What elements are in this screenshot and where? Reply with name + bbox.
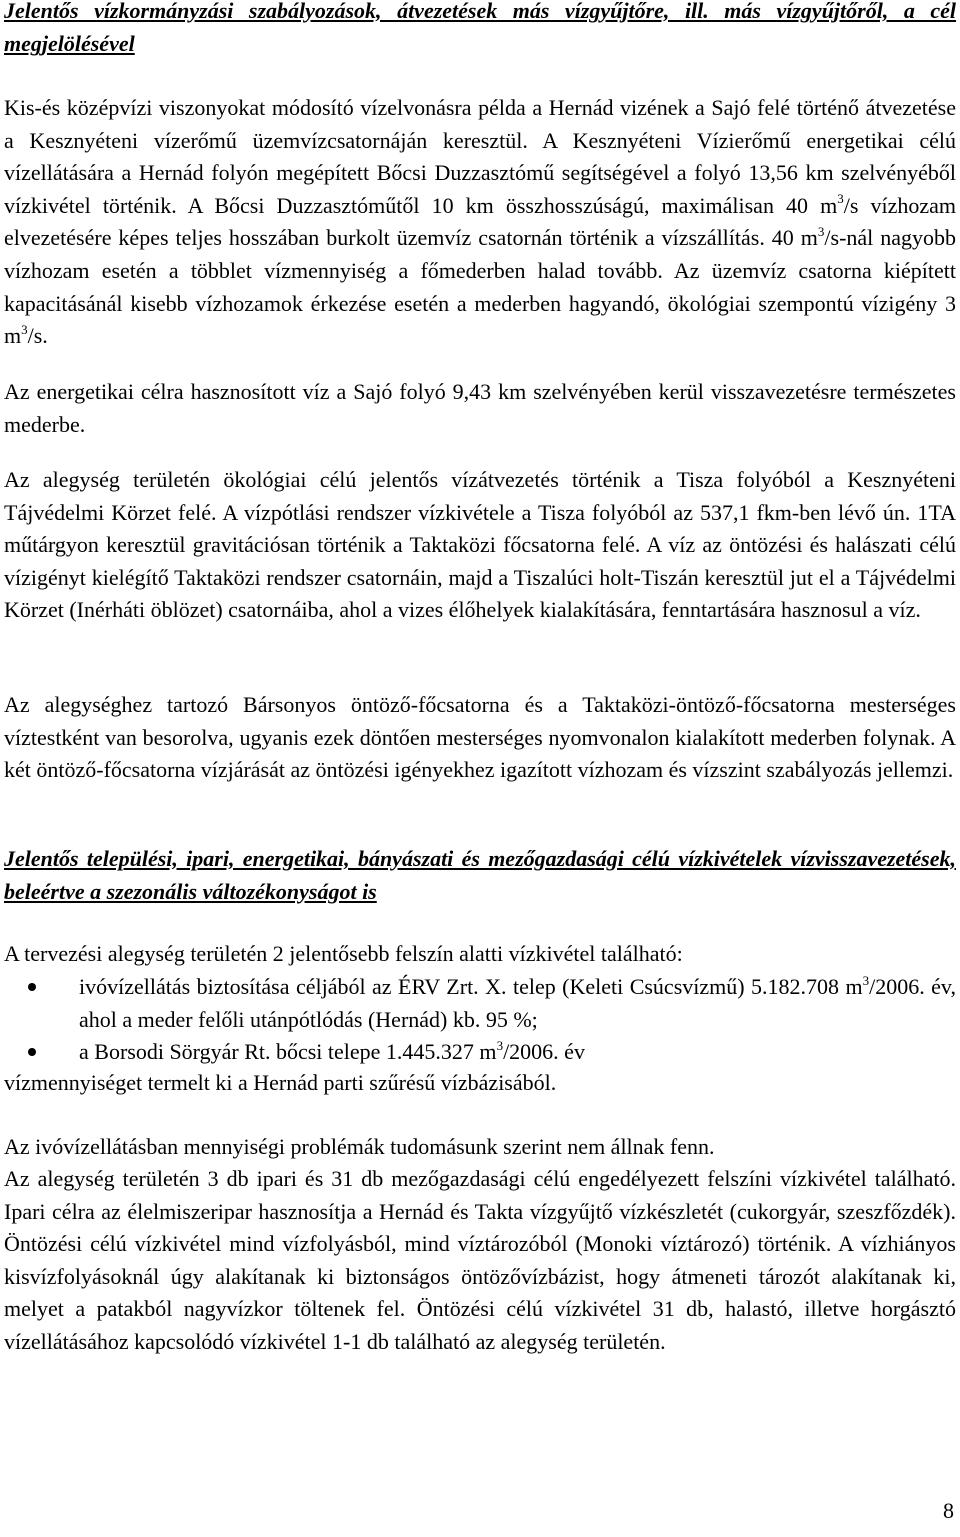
list-item: [4, 971, 956, 1036]
superscript-3: 3: [837, 191, 844, 207]
para1-text-3: /s-nál nagyobb vízhozam esetén a többlet vízmennyiség a főmederben halad tovább. Az üzemvíz csatorna kiépített kapacitásánál kisebb vízhozamok érkezése esetén a mederben hagyandó, ökológiai szempontú vízigény 3 m: [4, 225, 956, 349]
page-number: 8: [943, 1498, 954, 1523]
paragraph-ecological-transfer: Az alegység területén ökológiai célú jelentős vízátvezetés történik a Tisza folyóból a Kesznyéteni Tájvédelmi Körzet felé. A vízpótlási rendszer vízkivétele a Tisza folyóból az 537,1 fkm-ben lévő ún. 1TA műtárgyon keresztül gravitációsan történik a Taktaközi főcsatorna felé. A víz az öntözési és halászati célú vízigényt kielégítő Taktaközi rendszer csatornáin, majd a Tiszalúci holt-Tiszán keresztül jut el a Tájvédelmi Körzet (Inérháti öblözet) csatornáiba, ahol a vizes élőhelyek kialakítására, fenntartására hasznosul a víz.: [4, 467, 956, 623]
list-item-text: /2006. év: [503, 1039, 585, 1065]
superscript-3: 3: [862, 972, 870, 988]
paragraph-irrigation-canals: Az alegységhez tartozó Bársonyos öntöző-főcsatorna és a Taktaközi-öntöző-főcsatorna mesterséges víztestként van besorolva, ugyanis ezek döntően mesterséges nyomvonalon kialakított mederben folynak. A két öntöző-főcsatorna vízjárását az öntözési igényekhez igazított vízhozam és vízszint szabályozás jellemzi.: [4, 692, 956, 783]
paragraph-groundwater-intro: A tervezési alegység területén 2 jelentősebb felszín alatti vízkivétel található:: [4, 941, 683, 966]
paragraph-energy-return: Az energetikai célra hasznosított víz a Sajó folyó 9,43 km szelvényében kerül visszavezetésre természetes mederbe.: [4, 379, 956, 437]
bullet-icon: [28, 983, 36, 991]
paragraph-surface-abstractions: Az alegység területén 3 db ipari és 31 db mezőgazdasági célú engedélyezett felszíni vízkivétel található. Ipari célra az élelmiszeripar hasznosítja a Hernád és Takta vízgyűjtő vízkészletét (cukorgyár, szeszfőzdék). Öntözési célú vízkivétel mind vízfolyásból, mind víztározóból (Monoki víztározó) történik. A vízhiányos kisvízfolyásoknál úgy alakítanak ki biztonságos öntözővízbázist, hogy átmeneti tározót alakítanak ki, melyet a patakból nagyvízkor töltenek fel. Öntözési célú vízkivétel 31 db, halastó, illetve horgásztó vízellátásához kapcsolódó vízkivétel 1-1 db található az alegység területén.: [4, 1166, 956, 1354]
para1-text-2: /s vízhozam elvezetésére képes teljes hosszában burkolt üzemvíz csatornán történik a vízszállítás. 40 m: [4, 192, 956, 251]
bullet-icon: [28, 1048, 36, 1056]
section-heading-water-transfers: Jelentős vízkormányzási szabályozások, átvezetések más vízgyűjtőre, ill. más vízgyűjtőről, a cél megjelölésével: [4, 0, 956, 56]
list-item-text: a Borsodi Sörgyár Rt. bőcsi telepe 1.445.327 m: [79, 1039, 497, 1065]
abstraction-list: [4, 971, 956, 1069]
list-item-text: /2006. év, ahol a meder felőli utánpótlódás (Hernád) kb. 95 %;: [79, 974, 956, 1032]
list-item: [4, 1036, 956, 1069]
superscript-3: 3: [817, 224, 825, 240]
paragraph-drinking-water: Az ivóvízellátásban mennyiségi problémák tudomásunk szerint nem állnak fenn.: [4, 1134, 715, 1159]
para1-text-4: /s.: [27, 323, 48, 349]
paragraph-after-list: vízmennyiséget termelt ki a Hernád parti szűrésű vízbázisából.: [4, 1070, 557, 1095]
section-heading-water-abstractions: Jelentős települési, ipari, energetikai, bányászati és mezőgazdasági célú vízkivételek vízvisszavezetések, beleértve a szezonális változékonyságot is: [4, 846, 956, 904]
list-item-text: ivóvízellátás biztosítása céljából az ÉRV Zrt. X. telep (Keleti Csúcsvízmű) 5.182.708 m: [79, 974, 863, 999]
superscript-3: 3: [21, 321, 28, 337]
para1-text-1: Kis-és középvízi viszonyokat módosító vízelvonásra példa a Hernád vizének a Sajó felé történő átvezetése a Kesznyéteni vízerőmű üzemvízcsatornáján keresztül. A Kesznyéteni Vízierőmű energetikai célú vízellátására a Hernád folyón megépített Bőcsi Duzzasztómű segítségével a folyó 13,56 km szelvényéből vízkivétel történik. A Bőcsi Duzzasztóműtől 10 km összhosszúságú, maximálisan 40 m: [4, 95, 956, 218]
paragraph-hernad-transfer: [4, 92, 956, 353]
superscript-3: 3: [496, 1037, 504, 1053]
